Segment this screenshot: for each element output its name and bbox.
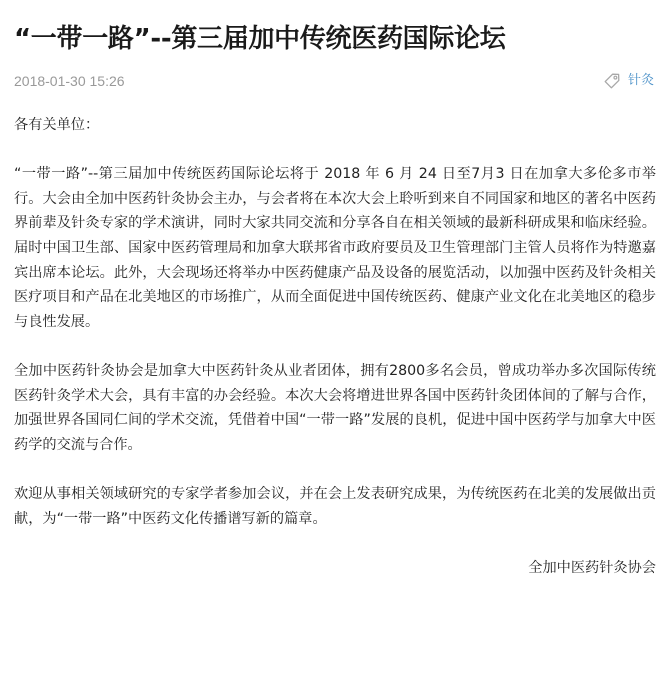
greeting: 各有关单位： bbox=[14, 117, 100, 133]
paragraph-intro: “一带一路”--第三届加中传统医药国际论坛将于 2018 年 6 月 24 日至7月3 日在加拿大多伦多市举行。大会由全加中医药针灸协会主办，与会者将在本次大会上聆听到来自不同国家和地区的著名中医药界前辈及针灸专家的学术演讲，同时大家共同交流和分享各自在相关领域的最新科研成果和临床经验。届时中国卫生部、国家中医药管理局和加拿大联邦省市政府要员及卫生管理部门主管人员将作为特邀嘉宾出席本论坛。此外，大会现场还将举办中医药健康产品及设备的展览活动，以加强中医药及针灸相关医疗项目和产品在北美地区的市场推广，从而全面促进中国传统医药、健康产业文化在北美地区的稳步与良性发展。 bbox=[14, 166, 656, 330]
article-meta bbox=[14, 70, 654, 92]
tag-icon bbox=[604, 73, 620, 89]
article-body bbox=[14, 113, 656, 580]
category-tag-label: 针灸 bbox=[627, 73, 654, 88]
category-tag-link[interactable] bbox=[604, 70, 654, 92]
publish-date: 2018-01-30 15:26 bbox=[14, 73, 125, 89]
paragraph-invitation: 欢迎从事相关领域研究的专家学者参加会议，并在会上发表研究成果，为传统医药在北美的发展做出贡献，为“一带一路”中医药文化传播谱写新的篇章。 bbox=[14, 485, 656, 527]
article-title: “一带一路”--第三届加中传统医药国际论坛 bbox=[14, 24, 506, 54]
signature: 全加中医药针灸协会 bbox=[528, 559, 656, 576]
paragraph-association: 全加中医药针灸协会是加拿大中医药针灸从业者团体，拥有2800多名会员，曾成功举办多次国际传统医药针灸学术大会，具有丰富的办会经验。本次大会将增进世界各国中医药针灸团体间的了解与合作，加强世界各国同仁间的学术交流，凭借着中国“一带一路”发展的良机，促进中国中医药学与加拿大中医药学的交流与合作。 bbox=[14, 362, 656, 453]
